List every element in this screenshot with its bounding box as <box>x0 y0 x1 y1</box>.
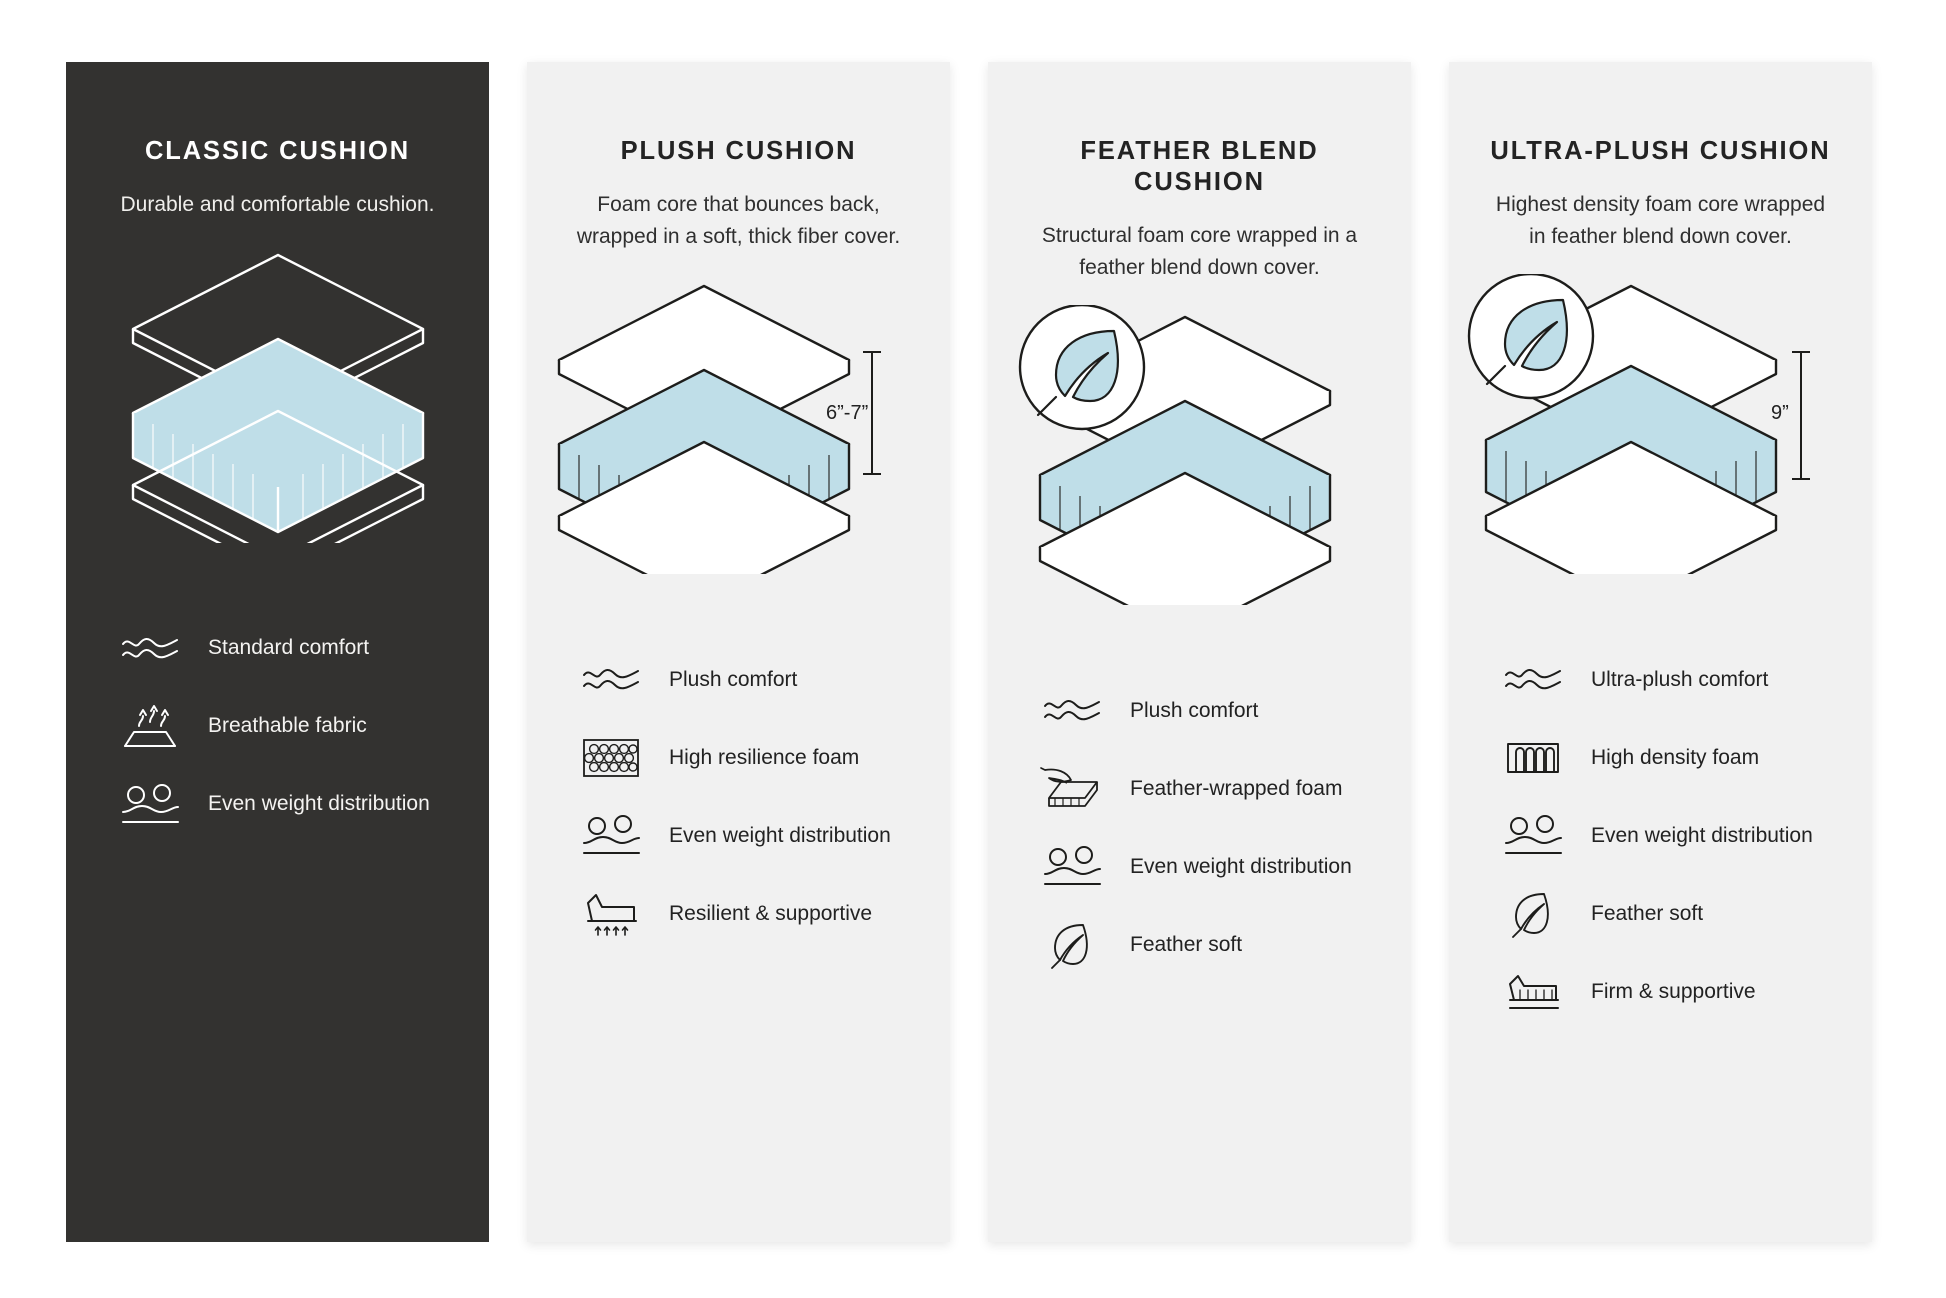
card-feather-blend-cushion <box>988 62 1411 1242</box>
feature-list <box>988 679 1411 977</box>
card-plush-cushion <box>527 62 950 1242</box>
feature-label: Firm & supportive <box>1591 979 1756 1003</box>
feature-label: Even weight distribution <box>1591 823 1813 847</box>
feature-item <box>1036 835 1367 899</box>
card-title: FEATHER BLEND CUSHION <box>1080 137 1319 197</box>
cushion-illustration-classic <box>66 243 489 603</box>
feature-label: Plush comfort <box>669 667 798 691</box>
cushion-illustration-plush <box>527 274 950 634</box>
dimension-label: 9” <box>1771 402 1789 425</box>
feature-item <box>114 617 445 681</box>
feature-item <box>1497 726 1828 790</box>
feature-label: Even weight distribution <box>208 792 430 816</box>
dimension-marker <box>1792 352 1810 479</box>
feature-item <box>1497 648 1828 712</box>
feature-label: Feather-wrapped foam <box>1130 776 1343 800</box>
wave-icon <box>1036 683 1108 739</box>
firm-supportive-icon <box>1497 964 1569 1020</box>
even-weight-icon <box>575 808 647 864</box>
feature-label: Ultra-plush comfort <box>1591 667 1769 691</box>
feature-item <box>575 882 906 946</box>
card-description: Highest density foam core wrapped in feather blend down cover. <box>1495 193 1826 248</box>
feature-item <box>1497 960 1828 1024</box>
card-description: Structural foam core wrapped in a feather blend down cover. <box>1041 224 1358 279</box>
card-ultra-plush-cushion <box>1449 62 1872 1242</box>
feature-label: Feather soft <box>1591 901 1704 925</box>
card-row <box>66 62 1896 1242</box>
wave-icon <box>114 621 186 677</box>
even-weight-icon <box>114 777 186 833</box>
feather-icon <box>1036 917 1108 973</box>
honeycomb-foam-icon <box>575 730 647 786</box>
feature-item <box>1497 882 1828 946</box>
leaf-badge-icon <box>1469 274 1593 398</box>
feature-list <box>1449 648 1872 1024</box>
feature-list <box>66 617 489 837</box>
leaf-badge-icon <box>1020 305 1144 429</box>
high-density-foam-icon <box>1497 730 1569 786</box>
feather-icon <box>1497 886 1569 942</box>
card-title: ULTRA-PLUSH CUSHION <box>1490 137 1831 165</box>
feature-item <box>1036 913 1367 977</box>
wave-icon <box>1497 652 1569 708</box>
feature-item <box>1497 804 1828 868</box>
feature-label: High resilience foam <box>669 745 860 769</box>
even-weight-icon <box>1497 808 1569 864</box>
foam-core-layer <box>133 339 423 532</box>
supportive-seat-icon <box>575 886 647 942</box>
feather-wrapped-foam-icon <box>1036 761 1108 817</box>
card-title: PLUSH CUSHION <box>620 137 857 165</box>
cushion-illustration-feather-blend <box>988 305 1411 665</box>
card-title: CLASSIC CUSHION <box>144 137 411 165</box>
feature-label: Even weight distribution <box>669 823 891 847</box>
feature-label: Resilient & supportive <box>669 901 873 925</box>
feature-item <box>1036 679 1367 743</box>
cushion-illustration-ultra-plush <box>1449 274 1872 634</box>
even-weight-icon <box>1036 839 1108 895</box>
card-classic-cushion <box>66 62 489 1242</box>
feature-item <box>114 695 445 759</box>
feature-list <box>527 648 950 946</box>
feature-label: Plush comfort <box>1130 698 1259 722</box>
feature-item <box>114 773 445 837</box>
feature-item <box>575 804 906 868</box>
breathable-fabric-icon <box>114 699 186 755</box>
feature-item <box>575 726 906 790</box>
feature-item <box>575 648 906 712</box>
wave-icon <box>575 652 647 708</box>
feature-label: Feather soft <box>1130 932 1243 956</box>
feature-label: Breathable fabric <box>208 714 367 738</box>
feature-label: Standard comfort <box>208 636 370 660</box>
dimension-label: 6”-7” <box>826 402 869 425</box>
feature-label: Even weight distribution <box>1130 854 1352 878</box>
feature-item <box>1036 757 1367 821</box>
card-description: Durable and comfortable cushion. <box>120 193 435 217</box>
card-description: Foam core that bounces back, wrapped in a soft, thick fiber cover. <box>576 193 901 248</box>
feature-label: High density foam <box>1591 745 1760 769</box>
